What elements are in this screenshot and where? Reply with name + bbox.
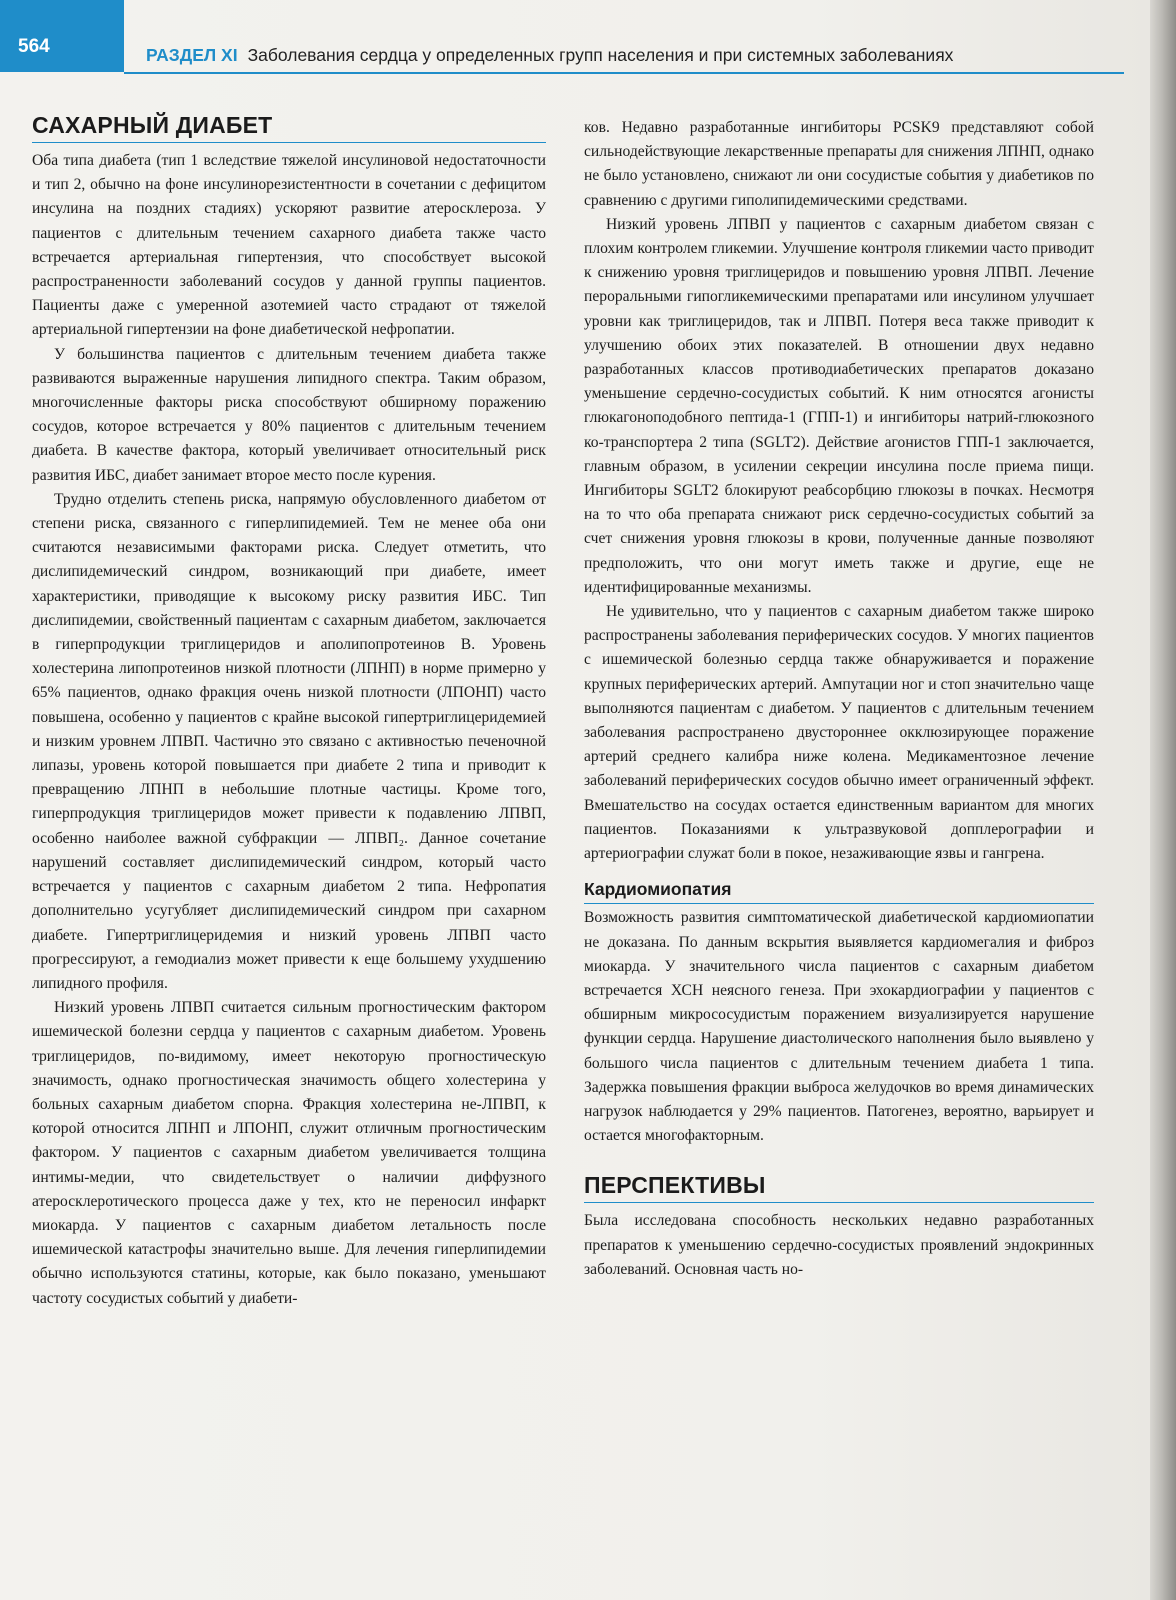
right-column [584, 116, 1094, 1282]
subheading-cardiomyopathy: Кардиомиопатия [584, 876, 1094, 904]
page-number: 564 [18, 36, 50, 57]
paragraph: Не удивительно, что у пациентов с сахарным диабетом также широко распространены заболевания периферических сосудов. У многих пациентов с ишемической болезнью сердца также обнаруживается и поражение крупных периферических артерий. Ампутации ног и стоп значительно чаще выполняются пациентам с диабетом. У пациентов с длительным течением заболевания распространено двустороннее окклюзирующее поражение артерий среднего калибра ниже колена. Медикаментозное лечение заболеваний периферических сосудов обычно имеет ограниченный эффект. Вмешательство на сосудах остается единственным вариантом для многих пациентов. Показаниями к ультразвуковой допплерографии и артериографии служат боли в покое, незаживающие язвы и гангрена. [584, 603, 1094, 863]
paragraph: Возможность развития симптоматической диабетической кардиомиопатии не доказана. По данным вскрытия выявляется кардиомегалия и фиброз миокарда. У значительного числа пациентов с сахарным диабетом встречается ХСН неясного генеза. При эхокардиографии у пациентов с обширным микрососудистым поражением визуализируется нарушение функции сердца. Нарушение диастолического наполнения было выявлено у большого числа пациентов с длительным течением диабета 1 типа. Задержка повышения фракции выброса желудочков во время динамических нагрузок наблюдается у 29% пациентов. Патогенез, вероятно, варьирует и остается многофакторным. [584, 909, 1094, 1145]
heading-diabetes: САХАРНЫЙ ДИАБЕТ [32, 110, 546, 143]
left-column [32, 110, 546, 1311]
running-head-title: Заболевания сердца у определенных групп населения и при системных заболеваниях [247, 45, 954, 65]
section-label: РАЗДЕЛ XI [146, 45, 238, 65]
heading-perspectives: ПЕРСПЕКТИВЫ [584, 1170, 1094, 1203]
running-head [146, 45, 1116, 66]
page-number-tab [0, 0, 124, 72]
paragraph: ков. Недавно разработанные ингибиторы PCSK9 представляют собой сильнодействующие лекарственные препараты для снижения ЛПНП, однако не было установлено, снижают ли они сосудистые события у диабетиков по сравнению с другими гиполипидемическими средствами. [584, 119, 1094, 209]
header-rule [124, 72, 1124, 74]
page-edge-shadow [1150, 0, 1176, 1600]
paragraph: У большинства пациентов с длительным течением диабета также развиваются выраженные нарушения липидного спектра. Таким образом, многочисленные факторы риска способствуют обширному поражению сосудов, которое встречается у 80% пациентов с длительным течением диабета. В качестве фактора, который увеличивает относительный риск развития ИБС, диабет занимает второе место после курения. [32, 345, 546, 484]
paragraph: Трудно отделить степень риска, напрямую обусловленного диабетом от степени риска, связанного с гиперлипидемией. Тем не менее оба они считаются независимыми факторами риска. Следует отметить, что дислипидемический синдром, возникающий при диабете, имеет характеристики, приводящие к высокому риску развития ИБС. Тип дислипидемии, свойственный пациентам с сахарным диабетом, заключается в гиперпродукции триглицеридов и аполипопротеинов В. Уровень холестерина липопротеинов низкой плотности (ЛПНП) в норме примерно у 65% пациентов, однако фракция очень низкой плотности (ЛПОНП) часто повышена, особенно у пациентов с крайне высокой гипертриглицеридемией и низким уровнем ЛПВП. Частично это связано с активностью печеночной липазы, уровень которой повышается при диабете 2 типа и приводит к превращению ЛПНП в небольшие плотные частицы. Кроме того, гиперпродукция триглицеридов может привести к подавлению ЛПВП, особенно наиболее важной субфракции — ЛПВП₂. Данное сочетание нарушений составляет дислипидемический синдром, который часто встречается у пациентов с сахарным диабетом 2 типа. Нефропатия дополнительно усугубляет дислипидемический синдром при сахарном диабете. Гипертриглицеридемия и низкий уровень ЛПВП часто прогрессируют, а гемодиализ может привести к еще большему ухудшению липидного профиля. [32, 490, 546, 992]
paragraph: Была исследована способность нескольких недавно разработанных препаратов к уменьшению сердечно-сосудистых проявлений эндокринных заболеваний. Основная часть но- [584, 1212, 1094, 1278]
paragraph: Низкий уровень ЛПВП у пациентов с сахарным диабетом связан с плохим контролем гликемии. Улучшение контроля гликемии часто приводит к снижению уровня триглицеридов и повышению уровня ЛПВП. Лечение пероральными гипогликемическими препаратами или инсулином улучшает уровни как триглицеридов, так и ЛПВП. Потеря веса также приводит к улучшению обоих этих показателей. В отношении двух недавно разработанных классов противодиабетических препаратов доказано уменьшение сердечно-сосудистых событий. К ним относятся агонисты глюкагоноподобного пептида-1 (ГПП-1) и ингибиторы натрий-глюкозного ко-транспортера 2 типа (SGLT2). Действие агонистов ГПП-1 заключается, главным образом, в усилении секреции инсулина после приема пищи. Ингибиторы SGLT2 блокируют реабсорбцию глюкозы в почках. Несмотря на то что оба препарата снижают риск сердечно-сосудистых событий за счет снижения уровня глюкозы в крови, полученные данные позволяют предположить, что они могут иметь также и другие, еще не идентифицированные механизмы. [584, 215, 1094, 596]
paragraph: Низкий уровень ЛПВП считается сильным прогностическим фактором ишемической болезни сердца у пациентов с сахарным диабетом. Уровень триглицеридов, по-видимому, имеет некоторую прогностическую значимость, однако прогностическая значимость общего холестерина у больных сахарным диабетом спорна. Фракция холестерина не-ЛПВП, к которой относится ЛПНП и ЛПОНП, служит отличным прогностическим фактором. У пациентов с сахарным диабетом увеличивается толщина интимы-медии, что свидетельствует о наличии диффузного атеросклеротического процесса даже у тех, кто не переносил инфаркт миокарда. У пациентов с сахарным диабетом летальность после ишемической катастрофы значительно выше. Для лечения гиперлипидемии обычно используются статины, которые, как было показано, уменьшают частоту сосудистых событий у диабети- [32, 999, 546, 1307]
paragraph: Оба типа диабета (тип 1 вследствие тяжелой инсулиновой недостаточности и тип 2, обычно на фоне инсулинорезистентности в сочетании с дефицитом инсулина на поздних стадиях) ускоряют развитие атеросклероза. У пациентов с длительным течением сахарного диабета также часто встречается артериальная гипертензия, что способствует высокой распространенности заболеваний сосудов у данной группы пациентов. Пациенты даже с умеренной азотемией часто страдают от тяжелой артериальной гипертензии на фоне диабетической нефропатии. [32, 152, 546, 339]
